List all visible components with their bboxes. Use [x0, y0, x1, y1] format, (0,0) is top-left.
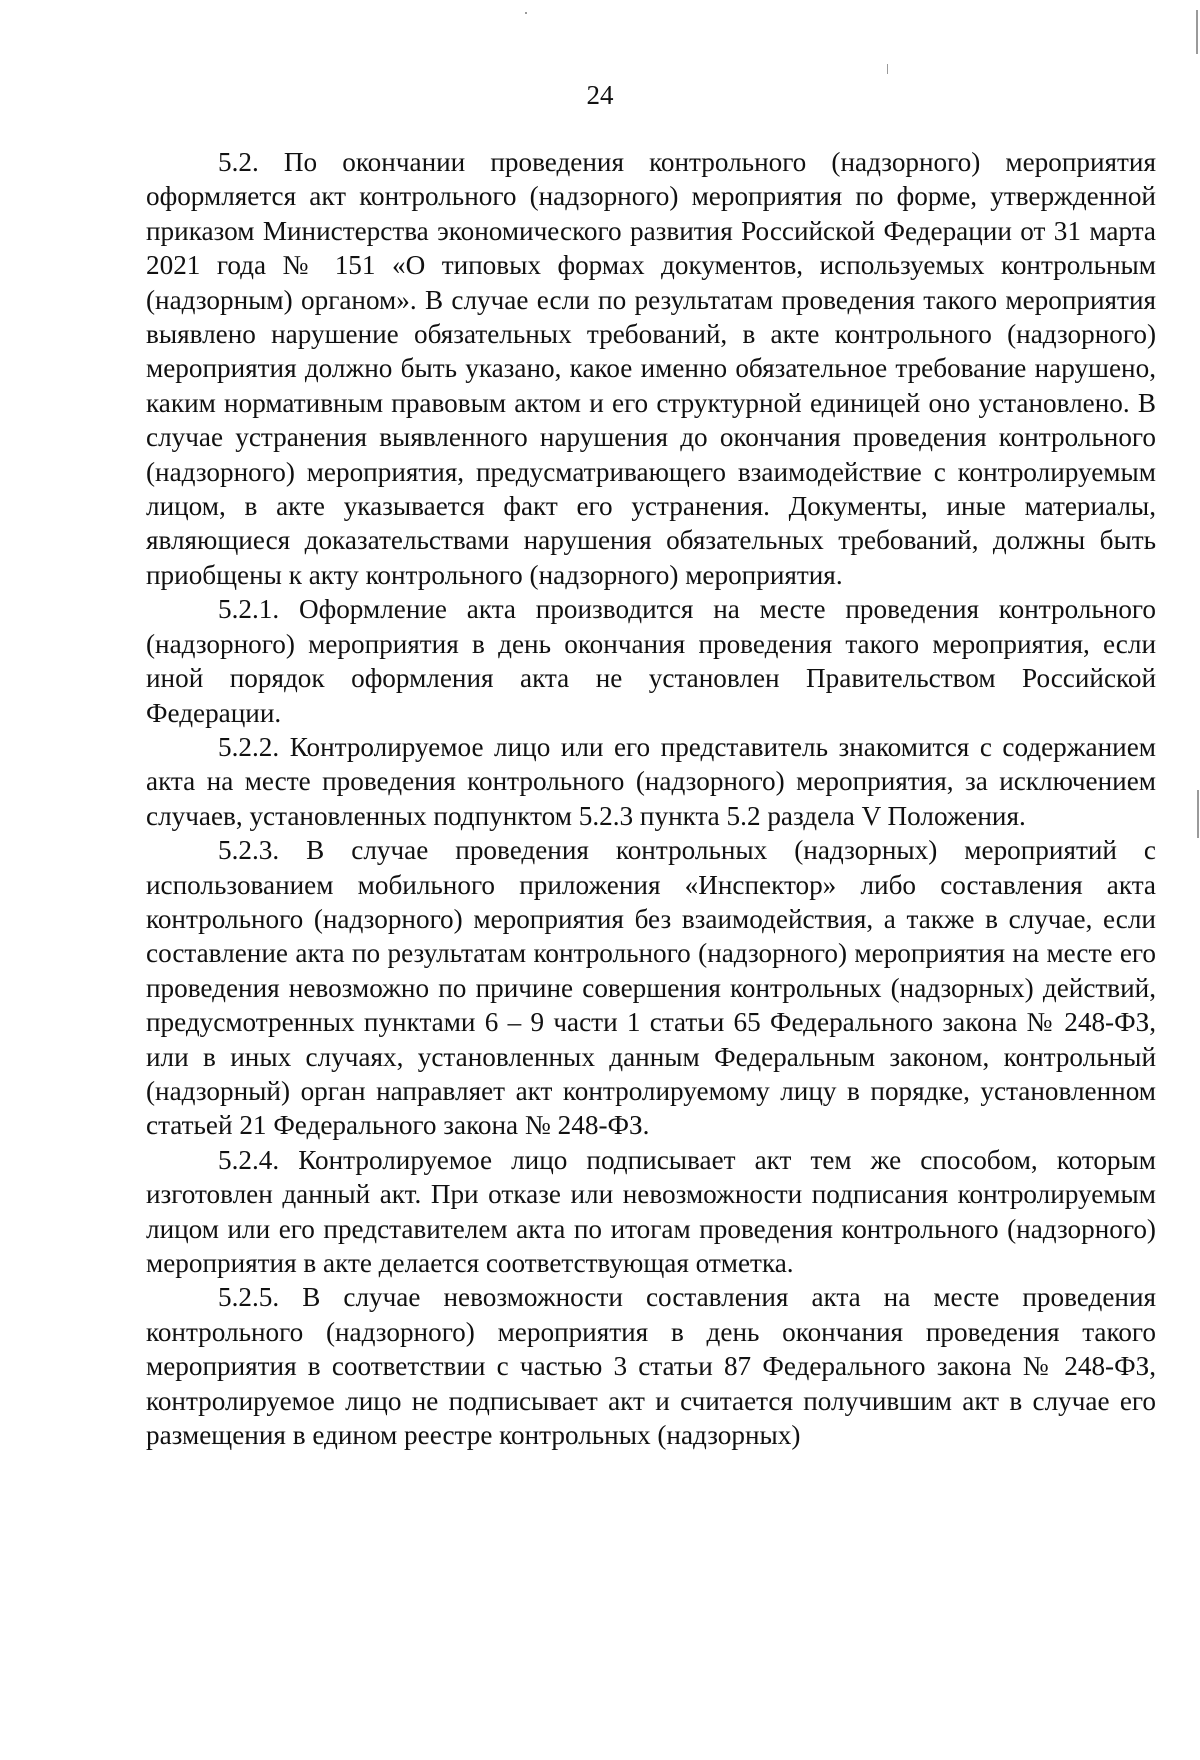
paragraph-5-2-4: 5.2.4. Контролируемое лицо подписывает акт тем же способом, которым изготовлен данный акт. При отказе или невозможности подписания контролируемым лицом или его представителем акта по итогам проведения контрольного (надзорного) мероприятия в акте делается соответствующая отметка.	[146, 1144, 1156, 1278]
scan-artifact-mark	[525, 12, 527, 14]
paragraph-5-2-3: 5.2.3. В случае проведения контрольных (надзорных) мероприятий с использованием мобильного приложения «Инспектор» либо составления акта контрольного (надзорного) мероприятия без взаимодействия, а также в случае, если составление акта по результатам контрольного (надзорного) мероприятия на месте его проведения невозможно по причине совершения контрольных (надзорных) действий, предусмотренных пунктами 6 – 9 части 1 статьи 65 Федерального закона № 248-ФЗ, или в иных случаях, установленных данным Федеральным законом, контрольный (надзорный) орган направляет акт контролируемому лицу в порядке, установленном статьей 21 Федерального закона № 248-ФЗ.	[146, 835, 1156, 1141]
paragraph-5-2-1: 5.2.1. Оформление акта производится на месте проведения контрольного (надзорного) мероприятия в день окончания проведения такого мероприятия, если иной порядок оформления акта не установлен Правительством Российской Федерации.	[146, 594, 1156, 728]
document-body	[146, 145, 1156, 1452]
paragraph-5-2-2: 5.2.2. Контролируемое лицо или его представитель знакомится с содержанием акта на месте проведения контрольного (надзорного) мероприятия, за исключением случаев, установленных подпунктом 5.2.3 пункта 5.2 раздела V Положения.	[146, 731, 1156, 831]
paragraph-5-2-5: 5.2.5. В случае невозможности составления акта на месте проведения контрольного (надзорного) мероприятия в день окончания проведения такого мероприятия в соответствии с частью 3 статьи 87 Федерального закона № 248-ФЗ, контролируемое лицо не подписывает акт и считается получившим акт в случае его размещения в едином реестре контрольных (надзорных)	[146, 1282, 1156, 1451]
page-number: 24	[586, 80, 614, 110]
scan-artifact-mark	[1196, 10, 1198, 54]
scan-artifact-mark	[887, 64, 888, 74]
scan-artifact-mark	[1197, 790, 1199, 838]
paragraph-5-2: 5.2. По окончании проведения контрольного (надзорного) мероприятия оформляется акт контрольного (надзорного) мероприятия по форме, утвержденной приказом Министерства экономического развития Российской Федерации от 31 марта 2021 года № 151 «О типовых формах документов, используемых контрольным (надзорным) органом». В случае если по результатам проведения такого мероприятия выявлено нарушение обязательных требований, в акте контрольного (надзорного) мероприятия должно быть указано, какое именно обязательное требование нарушено, каким нормативным правовым актом и его структурной единицей оно установлено. В случае устранения выявленного нарушения до окончания проведения контрольного (надзорного) мероприятия, предусматривающего взаимодействие с контролируемым лицом, в акте указывается факт его устранения. Документы, иные материалы, являющиеся доказательствами нарушения обязательных требований, должны быть приобщены к акту контрольного (надзорного) мероприятия.	[146, 147, 1156, 590]
